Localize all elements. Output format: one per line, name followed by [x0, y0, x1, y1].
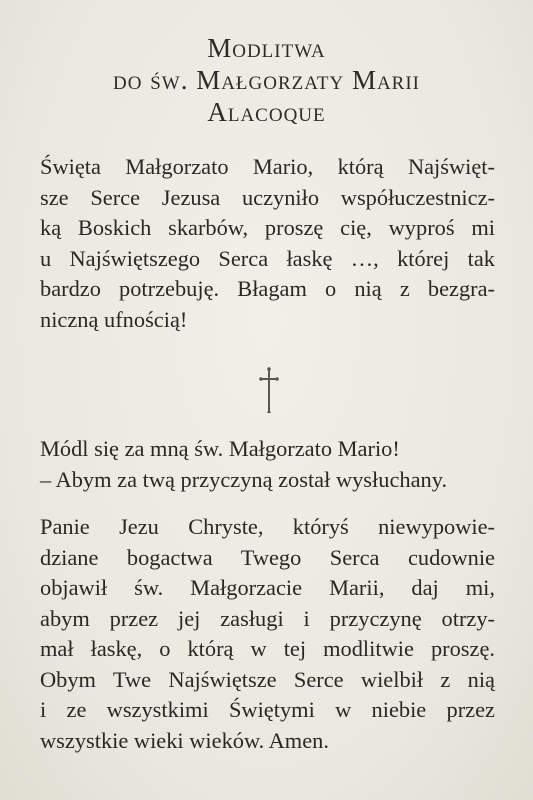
text-line: sze Serce Jezusa uczyniło współuczestnicz- — [40, 184, 495, 210]
closing-prayer-paragraph — [40, 512, 495, 756]
prayer-paragraph — [40, 152, 495, 335]
text-line: ką Boskich skarbów, proszę cię, wyproś mi — [40, 215, 495, 240]
text-line: mał łaskę, o którą w tej modlitwie proszę. — [40, 636, 495, 661]
text-line: bardzo potrzebuję. Błagam o nią z bezgra- — [40, 276, 495, 301]
title-line: do św. Małgorzaty Marii — [113, 65, 420, 95]
prayer-title — [0, 32, 533, 128]
cross-icon — [258, 365, 280, 415]
text-line: u Najświętszego Serca łaskę …, której tak — [40, 245, 495, 271]
text-line: abym przez jej zasługi i przyczynę otrzy- — [40, 605, 495, 631]
text-line: Obym Twe Najświętsze Serce wielbił z nią — [40, 666, 495, 692]
text-line: objawił św. Małgorzacie Marii, daj mi, — [40, 575, 495, 600]
text-line: i ze wszystkimi Świętymi w niebie przez — [40, 697, 495, 722]
text-line: Módl się za mną św. Małgorzato Mario! — [40, 436, 400, 461]
text-line: Panie Jezu Chryste, któryś niewypowie- — [40, 514, 495, 539]
invocation-paragraph — [40, 434, 495, 495]
text-line: niczną ufnością! — [40, 306, 188, 332]
text-line: – Abym za twą przyczyną został wysłuchany. — [40, 466, 448, 492]
text-line: wszystkie wieki wieków. Amen. — [40, 727, 329, 753]
text-line: Święta Małgorzato Mario, którą Najświęt- — [40, 154, 495, 179]
title-line: Alacoque — [207, 97, 326, 127]
text-line: dziane bogactwa Twego Serca cudownie — [40, 544, 495, 570]
title-line: Modlitwa — [207, 33, 326, 63]
